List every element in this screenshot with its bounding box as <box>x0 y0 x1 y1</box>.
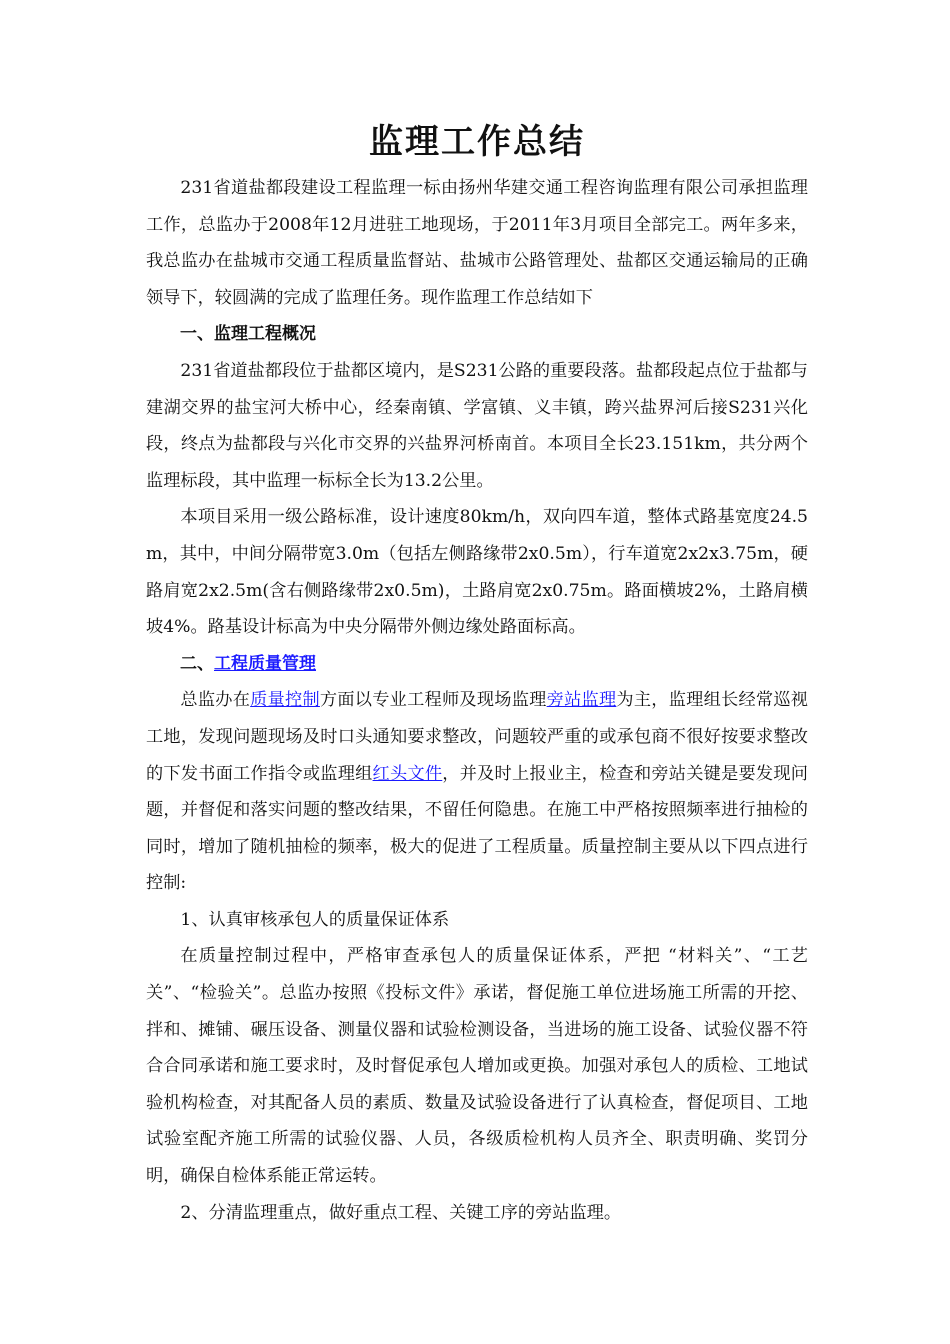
intro-paragraph: 231省道盐都段建设工程监理一标由扬州华建交通工程咨询监理有限公司承担监理工作，总监办于2008年12月进驻工地现场，于2011年3月项目全部完工。两年多来，我总监办在盐城市交通工程质量监督站、盐城市公路管理处、盐都区交通运输局的正确领导下，较圆满的完成了监理任务。现作监理工作总结如下 <box>146 178 808 308</box>
list-item-1-paragraph: 在质量控制过程中，严格审查承包人的质量保证体系，严把 “材料关”、“工艺关”、“检验关”。总监办按照《投标文件》承诺，督促施工单位进场施工所需的开挖、拌和、摊铺、碾压设备、测量仪器和试验检测设备，当进场的施工设备、试验仪器不符合合同承诺和施工要求时，及时督促承包人增加或更换。加强对承包人的质检、工地试验机构检查，对其配备人员的素质、数量及试验设备进行了认真检查，督促项目、工地试验室配齐施工所需的试验仪器、人员，各级质检机构人员齐全、职责明确、奖罚分明，确保自检体系能正常运转。 <box>146 946 808 1187</box>
section-heading-number: 二、 <box>180 653 214 674</box>
quality-text-b: 方面以专业工程师及现场监理 <box>319 690 547 711</box>
overview-paragraph-1: 231省道盐都段位于盐都区境内，是S231公路的重要段落。盐都段起点位于盐都与建湖交界的盐宝河大桥中心，经秦南镇、学富镇、义丰镇，跨兴盐界河后接S231兴化段，终点为盐都段与兴化市交界的兴盐界河桥南首。本项目全长23.151km，共分两个监理标段，其中监理一标标全长为13.2公里。 <box>146 360 808 491</box>
document-page <box>146 120 808 1231</box>
quality-control-link[interactable]: 质量控制 <box>250 690 320 711</box>
quality-paragraph <box>146 682 808 902</box>
quality-management-link[interactable]: 工程质量管理 <box>214 653 316 674</box>
quality-text-a: 总监办在 <box>180 690 251 711</box>
list-item-2: 2、分清监理重点，做好重点工程、关键工序的旁站监理。 <box>180 1202 622 1223</box>
document-title: 监理工作总结 <box>369 122 585 162</box>
list-item-1: 1、认真审核承包人的质量保证体系 <box>180 909 450 930</box>
red-header-document-link[interactable]: 红头文件 <box>372 763 443 784</box>
section-heading-quality <box>146 646 808 683</box>
section-heading-overview: 一、监理工程概况 <box>180 324 316 345</box>
overview-paragraph-2: 本项目采用一级公路标准，设计速度80km/h，双向四车道，整体式路基宽度24.5m，其中，中间分隔带宽3.0m（包括左侧路缘带2x0.5m），行车道宽2x2x3.75m，硬路肩宽2x2.5m(含右侧路缘带2x0.5m)，土路肩宽2x0.75m。路面横坡2%，土路肩横坡4%。路基设计标高为中央分隔带外侧边缘处路面标高。 <box>146 507 808 638</box>
quality-text-c: 为主，监理组长经常巡视工地，发现问题现场及时口头通知要求整改，问题较严重的或承包商不很好按要求整改的下发书面工作指令或监理组 <box>146 690 808 784</box>
quality-text-d: ，并及时上报业主，检查和旁站关键是要发现问题，并督促和落实问题的整改结果，不留任何隐患。在施工中严格按照频率进行抽检的同时，增加了随机抽检的频率，极大的促进了工程质量。质量控制主要从以下四点进行控制: <box>146 763 808 894</box>
side-station-link[interactable]: 旁站监理 <box>546 690 617 711</box>
